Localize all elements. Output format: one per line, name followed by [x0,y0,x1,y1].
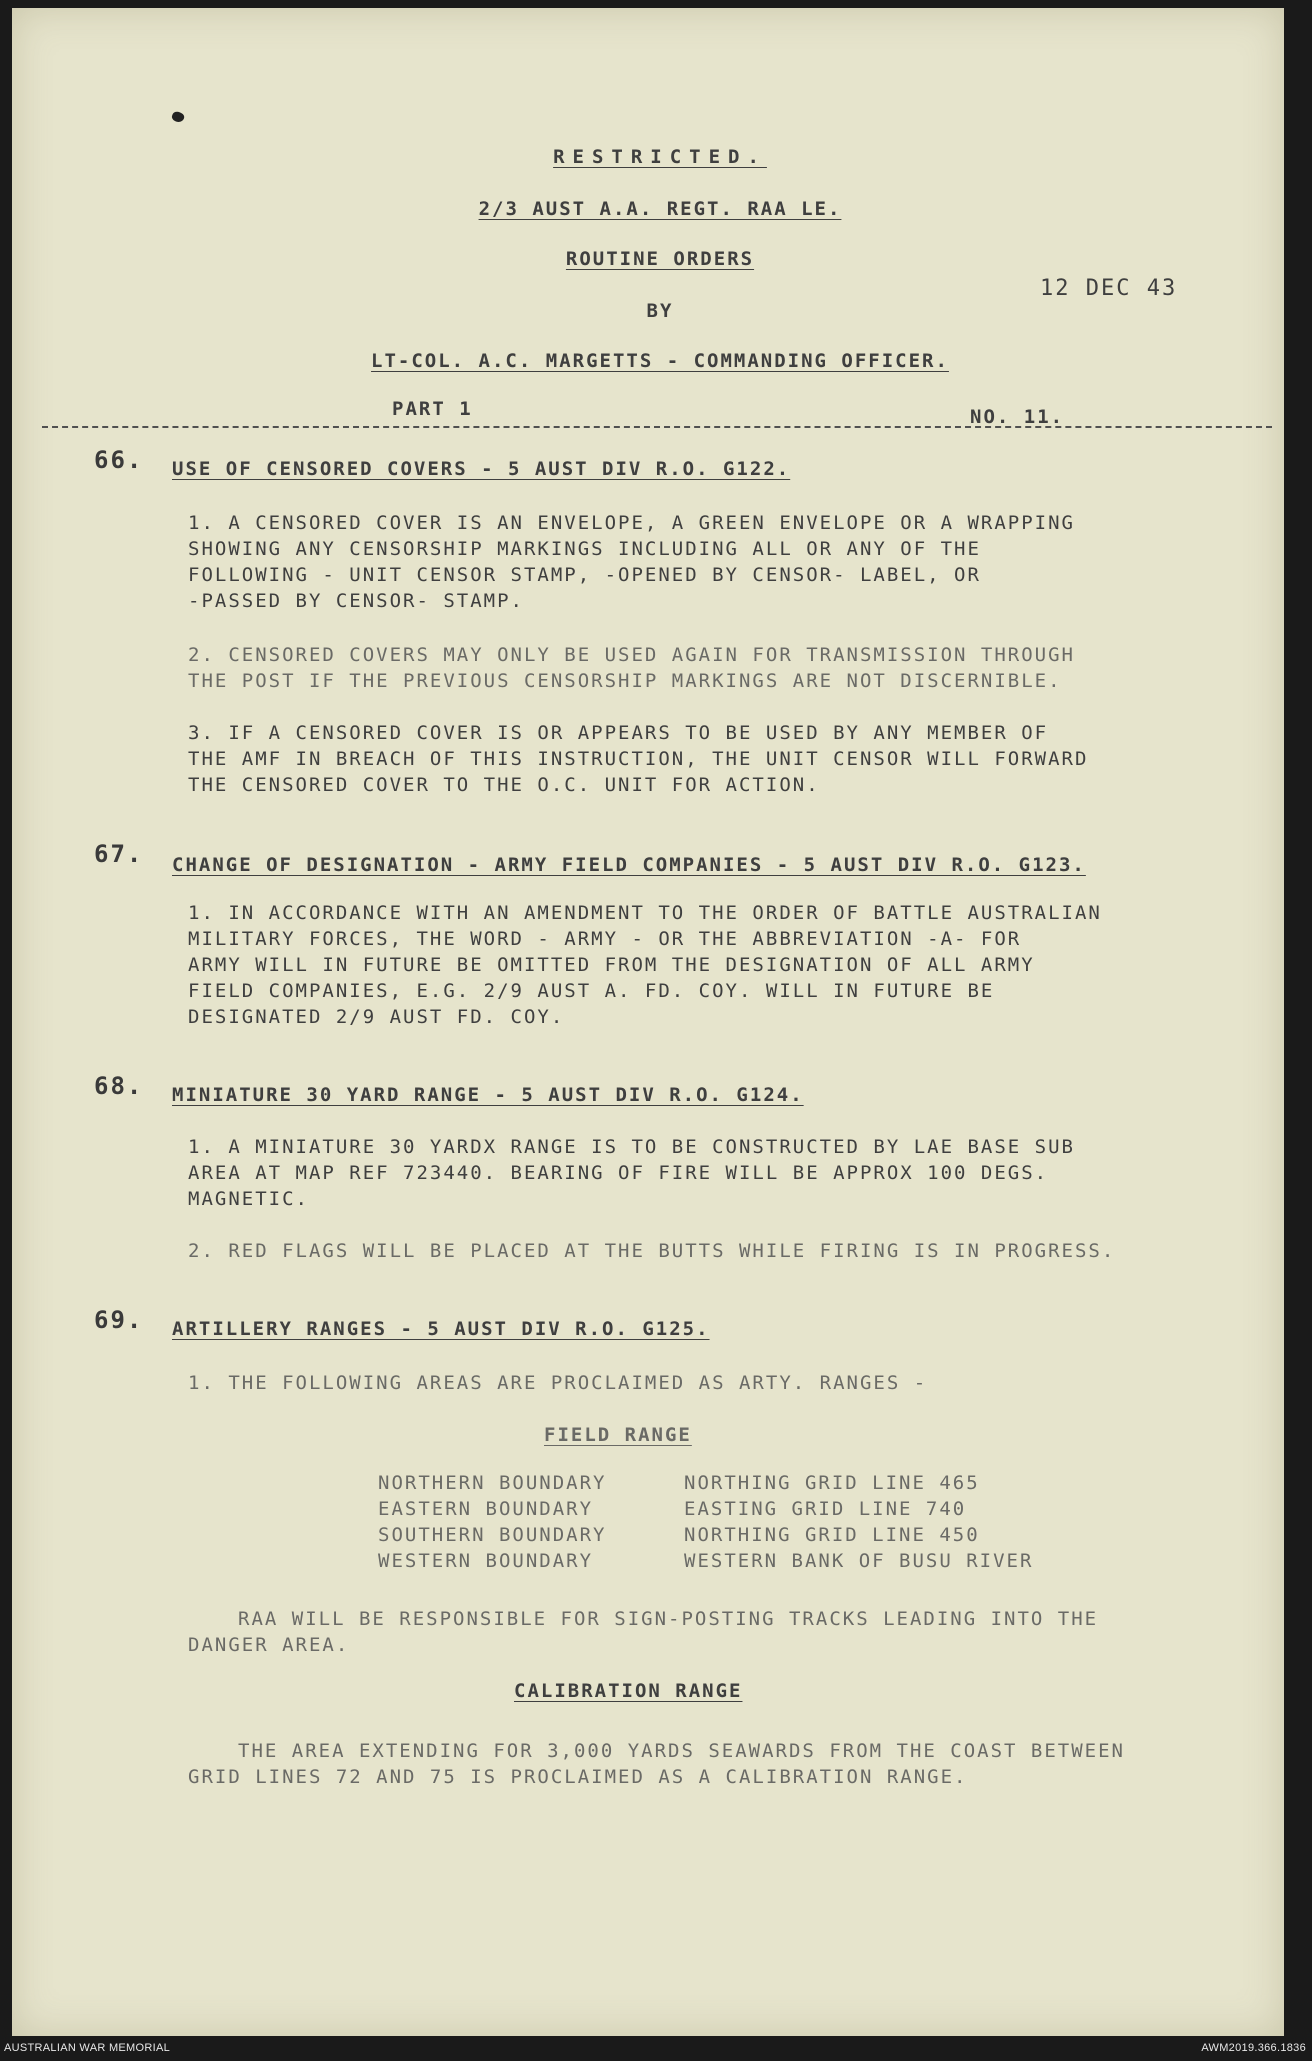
text-line: THE AMF IN BREACH OF THIS INSTRUCTION, THE UNIT CENSOR WILL FORWARD [188,748,1089,770]
text-line: GRID LINES 72 AND 75 IS PROCLAIMED AS A CALIBRATION RANGE. [188,1766,968,1788]
archive-reference: AWM2019.366.1836 [1201,2042,1306,2054]
calibration-range-heading: CALIBRATION RANGE [514,1680,743,1702]
text-line: 1. IN ACCORDANCE WITH AN AMENDMENT TO THE ORDER OF BATTLE AUSTRALIAN [188,902,1102,924]
by-line: BY [646,300,674,322]
order-number-69: 69. [94,1306,144,1334]
order-title-69: ARTILLERY RANGES - 5 AUST DIV R.O. G125. [172,1318,710,1340]
text-line: THE POST IF THE PREVIOUS CENSORSHIP MARKINGS ARE NOT DISCERNIBLE. [188,670,1062,692]
boundary-value: WESTERN BANK OF BUSU RIVER [684,1550,1034,1572]
order-title-67: CHANGE OF DESIGNATION - ARMY FIELD COMPANIES - 5 AUST DIV R.O. G123. [172,854,1086,876]
order-date: 12 DEC 43 [1040,276,1178,301]
header-divider [42,426,1272,428]
text-line: MILITARY FORCES, THE WORD - ARMY - OR THE ABBREVIATION -A- FOR [188,928,1022,950]
boundary-label: WESTERN BOUNDARY [378,1550,594,1572]
unit-heading: 2/3 AUST A.A. REGT. RAA LE. [478,198,842,220]
text-line: 1. A MINIATURE 30 YARDX RANGE IS TO BE CONSTRUCTED BY LAE BASE SUB [188,1136,1075,1158]
order-title-66: USE OF CENSORED COVERS - 5 AUST DIV R.O. G122. [172,458,791,480]
boundary-value: NORTHING GRID LINE 465 [684,1472,980,1494]
part-label: PART 1 [392,398,473,420]
text-line: THE CENSORED COVER TO THE O.C. UNIT FOR ACTION. [188,774,820,796]
text-line: -PASSED BY CENSOR- STAMP. [188,590,524,612]
ink-blot-mark [170,110,185,124]
text-line: DESIGNATED 2/9 AUST FD. COY. [188,1006,565,1028]
text-line: FIELD COMPANIES, E.G. 2/9 AUST A. FD. COY. WILL IN FUTURE BE [188,980,995,1002]
text-line: AREA AT MAP REF 723440. BEARING OF FIRE WILL BE APPROX 100 DEGS. [188,1162,1049,1184]
text-line: THE AREA EXTENDING FOR 3,000 YARDS SEAWARDS FROM THE COAST BETWEEN [238,1740,1125,1762]
field-range-heading: FIELD RANGE [544,1424,692,1446]
text-line: RAA WILL BE RESPONSIBLE FOR SIGN-POSTING TRACKS LEADING INTO THE [238,1608,1099,1630]
text-line: 2. CENSORED COVERS MAY ONLY BE USED AGAIN FOR TRANSMISSION THROUGH [188,644,1075,666]
text-line: 3. IF A CENSORED COVER IS OR APPEARS TO BE USED BY ANY MEMBER OF [188,722,1049,744]
classification-heading: RESTRICTED. [553,146,767,168]
boundary-label: NORTHERN BOUNDARY [378,1472,607,1494]
archive-credit: AUSTRALIAN WAR MEMORIAL [4,2042,171,2054]
text-line: 1. THE FOLLOWING AREAS ARE PROCLAIMED AS ARTY. RANGES - [188,1372,928,1394]
text-line: MAGNETIC. [188,1188,309,1210]
doc-type-heading: ROUTINE ORDERS [565,248,755,270]
order-number-68: 68. [94,1072,144,1100]
order-number: NO. 11. [970,406,1065,428]
boundary-value: NORTHING GRID LINE 450 [684,1524,980,1546]
order-number-67: 67. [94,840,144,868]
boundary-value: EASTING GRID LINE 740 [684,1498,967,1520]
text-line: 1. A CENSORED COVER IS AN ENVELOPE, A GREEN ENVELOPE OR A WRAPPING [188,512,1075,534]
text-line: ARMY WILL IN FUTURE BE OMITTED FROM THE DESIGNATION OF ALL ARMY [188,954,1035,976]
order-number-66: 66. [94,446,144,474]
text-line: 2. RED FLAGS WILL BE PLACED AT THE BUTTS WHILE FIRING IS IN PROGRESS. [188,1240,1116,1262]
boundary-label: SOUTHERN BOUNDARY [378,1524,607,1546]
text-line: FOLLOWING - UNIT CENSOR STAMP, -OPENED BY CENSOR- LABEL, OR [188,564,981,586]
text-line: DANGER AREA. [188,1634,350,1656]
boundary-label: EASTERN BOUNDARY [378,1498,594,1520]
issuer-line: LT-COL. A.C. MARGETTS - COMMANDING OFFICER. [371,350,949,372]
order-title-68: MINIATURE 30 YARD RANGE - 5 AUST DIV R.O. G124. [172,1084,804,1106]
document-page [12,8,1284,2036]
text-line: SHOWING ANY CENSORSHIP MARKINGS INCLUDING ALL OR ANY OF THE [188,538,981,560]
